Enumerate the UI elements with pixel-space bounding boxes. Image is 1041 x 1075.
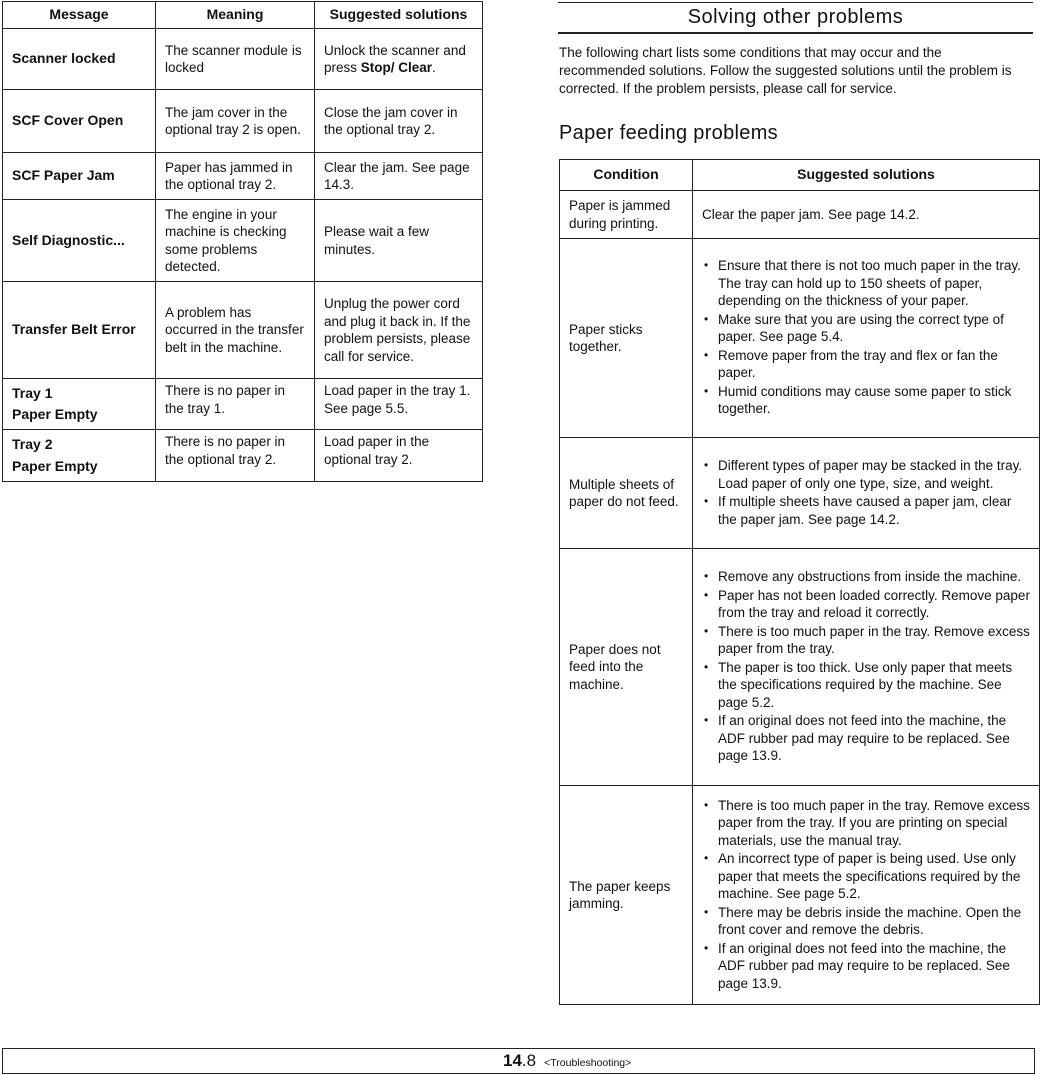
list-item: • If an original does not feed into the machine, the ADF rubber pad may require to be replaced. See page 13.9. [718,940,1030,993]
condition-cell: Paper sticks together. [560,239,693,438]
solution-cell [693,549,1040,786]
condition-cell: Multiple sheets of paper do not feed. [560,438,693,549]
message-line: Tray 1 [12,384,53,401]
message-cell: Transfer Belt Error [3,282,156,379]
message-cell [3,430,156,482]
solution-cell: Load paper in the optional tray 2. [315,430,483,482]
condition-cell: Paper is jammed during printing. [560,191,693,239]
solution-cell: Load paper in the tray 1. See page 5.5. [315,379,483,430]
section-intro: The following chart lists some conditions that may occur and the recommended solutions. Follow the suggested solutions until the problem is corrected. If the problem persists, please call for service. [559,45,1012,96]
meaning-cell: The jam cover in the optional tray 2 is open. [156,90,315,153]
solution-list [702,568,1030,765]
message-cell: Self Diagnostic... [3,200,156,282]
table-row [3,29,483,90]
list-item: • There is too much paper in the tray. Remove excess paper from the tray. If you are printing on special materials, use the manual tray. [718,797,1030,850]
page-footer [2,1048,1035,1074]
meaning-cell: The engine in your machine is checking some problems detected. [156,200,315,282]
list-item: • Remove paper from the tray and flex or fan the paper. [718,347,1030,382]
header-message: Message [3,2,156,29]
table-row [560,786,1040,1005]
list-item: • There may be debris inside the machine. Open the front cover and remove the debris. [718,904,1030,939]
meaning-cell: The scanner module is locked [156,29,315,90]
solution-end: . [432,60,436,75]
list-item: • An incorrect type of paper is being used. Use only paper that meets the specifications required by the machine. See page 5.2. [718,850,1030,903]
header-suggested-solutions: Suggested solutions [315,2,483,29]
message-table [2,1,483,482]
header-condition: Condition [560,160,693,191]
paper-feeding-table [559,159,1040,1005]
message-cell: SCF Paper Jam [3,153,156,200]
list-item: • The paper is too thick. Use only paper that meets the specifications required by the machine. See page 5.2. [718,659,1030,712]
message-line: Paper Empty [12,406,98,422]
page-number-chapter: 14 [503,1051,522,1070]
solution-list [702,457,1030,528]
list-item: • If an original does not feed into the machine, the ADF rubber pad may require to be replaced. See page 13.9. [718,712,1030,765]
page-number-page: .8 [521,1051,537,1070]
header-meaning: Meaning [156,2,315,29]
solution-cell: Close the jam cover in the optional tray 2. [315,90,483,153]
condition-cell: Paper does not feed into the machine. [560,549,693,786]
table-row [3,90,483,153]
solution-cell [693,438,1040,549]
list-item: • Ensure that there is not too much paper in the tray. The tray can hold up to 150 sheets of paper, depending on the thickness of your paper. [718,257,1030,310]
list-item: • Humid conditions may cause some paper to stick together. [718,383,1030,418]
meaning-cell: There is no paper in the optional tray 2. [156,430,315,482]
condition-cell: The paper keeps jamming. [560,786,693,1005]
table-row [560,549,1040,786]
solution-cell: Unplug the power cord and plug it back in. If the problem persists, please call for service. [315,282,483,379]
meaning-cell: Paper has jammed in the optional tray 2. [156,153,315,200]
table-row [560,239,1040,438]
message-table-header [3,2,483,29]
table-row [560,191,1040,239]
list-item: • Remove any obstructions from inside the machine. [718,568,1030,586]
list-item: • Different types of paper may be stacked in the tray. Load paper of only one type, size, and weight. [718,457,1030,492]
chapter-name: <Troubleshooting> [544,1057,632,1069]
solution-list [702,797,1030,993]
message-line: Tray 2 [12,436,53,452]
meaning-cell: A problem has occurred in the transfer belt in the machine. [156,282,315,379]
footer-content [503,1051,631,1071]
list-item: • Paper has not been loaded correctly. Remove paper from the tray and reload it correctly. [718,587,1030,622]
message-line: Paper Empty [12,457,98,474]
feeding-table-header [560,160,1040,191]
solution-cell: Please wait a few minutes. [315,200,483,282]
solution-cell [693,786,1040,1005]
message-cell: SCF Cover Open [3,90,156,153]
header-suggested-solutions: Suggested solutions [693,160,1040,191]
solution-cell [693,239,1040,438]
solution-list [702,257,1030,418]
solution-cell [315,29,483,90]
stop-clear-key-label: Stop/ Clear [360,60,433,75]
table-row [3,430,483,482]
meaning-cell: There is no paper in the tray 1. [156,379,315,430]
list-item: • There is too much paper in the tray. Remove excess paper from the tray. [718,623,1030,658]
list-item: • Make sure that you are using the correct type of paper. See page 5.4. [718,311,1030,346]
solution-text: Unlock the scanner and press [324,42,466,75]
table-row [3,282,483,379]
table-row [3,379,483,430]
section-title: Solving other problems [558,2,1033,34]
table-row [3,200,483,282]
subsection-title: Paper feeding problems [559,122,778,144]
message-cell [3,379,156,430]
table-row [3,153,483,200]
message-cell: Scanner locked [3,29,156,90]
table-row [560,438,1040,549]
solution-cell: Clear the paper jam. See page 14.2. [693,191,1040,239]
list-item: • If multiple sheets have caused a paper jam, clear the paper jam. See page 14.2. [718,493,1030,528]
solution-cell: Clear the jam. See page 14.3. [315,153,483,200]
